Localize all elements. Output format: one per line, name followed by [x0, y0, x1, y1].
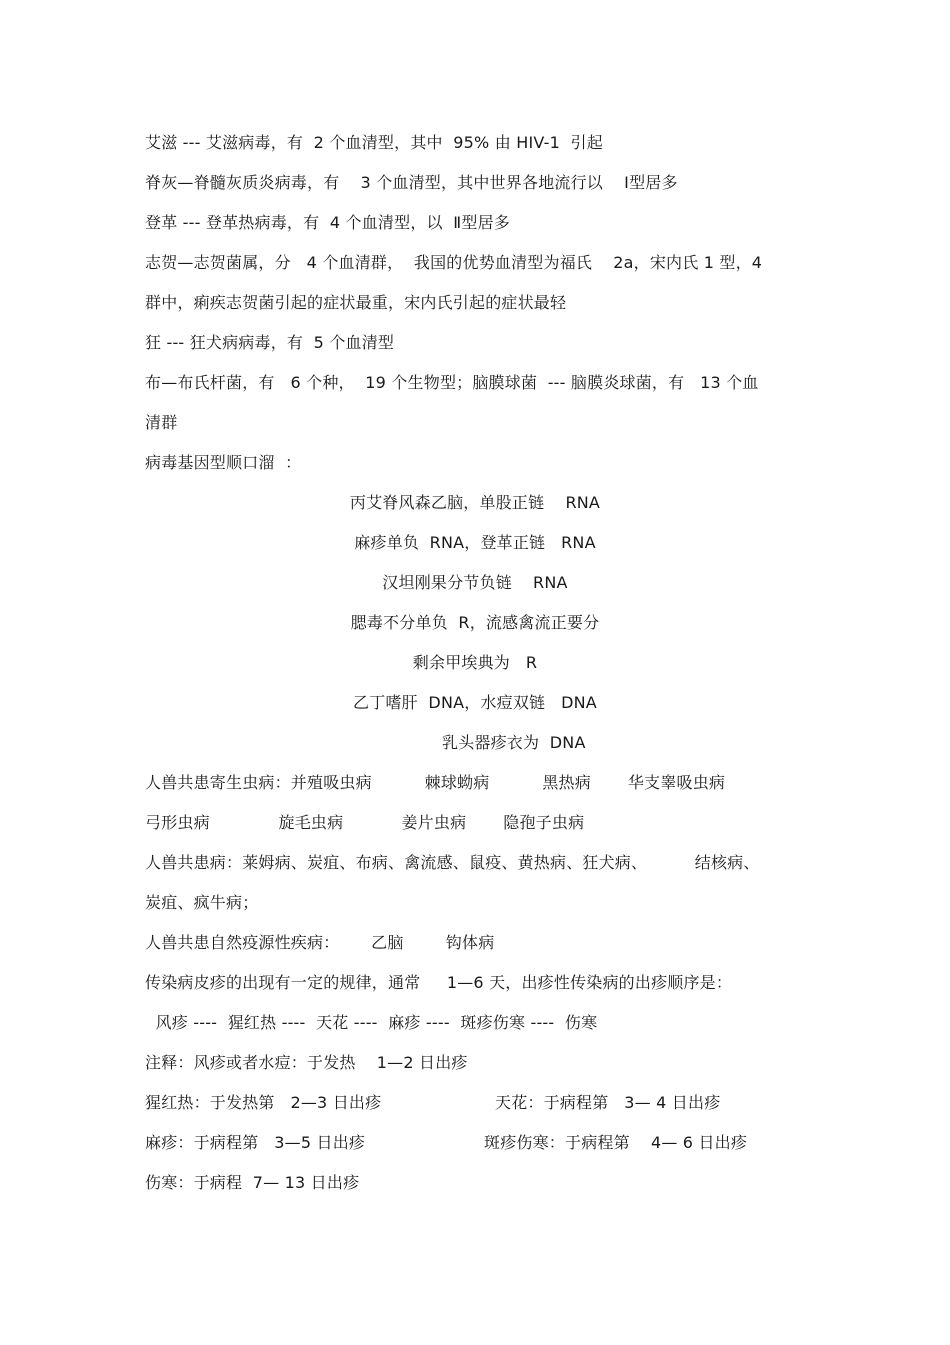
text-line-rabies: 狂 --- 狂犬病病毒，有 5 个血清型	[145, 333, 395, 352]
text-line-zoonoses: 人兽共患病：莱姆病、炭疽、布病、禽流感、鼠疫、黄热病、狂犬病、 结核病、	[145, 853, 760, 872]
mnemonic-line-1: 丙艾脊风森乙脑，单股正链 RNA	[349, 493, 601, 512]
text-line-dengue: 登革 --- 登革热病毒，有 4 个血清型，以 Ⅱ型居多	[145, 213, 510, 232]
text-line-aids: 艾滋 --- 艾滋病毒，有 2 个血清型，其中 95% 由 HIV-1 引起	[145, 133, 603, 152]
text-smallpox: 天花：于病程第 3— 4 日出疹	[495, 1093, 721, 1112]
text-line-zoonoses-cont: 炭疽、疯牛病；	[145, 893, 259, 912]
text-line-rash-intro: 传染病皮疹的出现有一定的规律，通常 1—6 天，出疹性传染病的出疹顺序是：	[145, 973, 733, 992]
text-measles: 麻疹：于病程第 3—5 日出疹	[145, 1133, 366, 1152]
text-line-natural-focus-diseases: 人兽共患自然疫源性疾病： 乙脑 钩体病	[145, 933, 495, 952]
text-line-polio: 脊灰—脊髓灰质炎病毒，有 3 个血清型，其中世界各地流行以 Ⅰ型居多	[145, 173, 678, 192]
mnemonic-line-4: 腮毒不分单负 R，流感禽流正要分	[350, 613, 600, 632]
mnemonic-line-5: 剩余甲埃典为 R	[412, 653, 538, 672]
mnemonic-line-3: 汉坦刚果分节负链 RNA	[382, 573, 568, 592]
text-line-parasitic-zoonoses-cont: 弓形虫病 旋毛虫病 姜片虫病 隐孢子虫病	[145, 813, 585, 832]
text-scarlet-fever: 猩红热：于发热第 2—3 日出疹	[145, 1093, 382, 1112]
mnemonic-line-6: 乙丁嗜肝 DNA，水痘双链 DNA	[353, 693, 597, 712]
text-line-brucella-cont: 清群	[145, 413, 178, 432]
text-line-shigella: 志贺—志贺菌属，分 4 个血清群， 我国的优势血清型为福氏 2a，宋内氏 1 型，4	[145, 253, 763, 272]
text-line-parasitic-zoonoses: 人兽共患寄生虫病：并殖吸虫病 棘球蚴病 黑热病 华支睾吸虫病	[145, 773, 726, 792]
mnemonic-line-7: 乳头器疹衣为 DNA	[442, 733, 586, 752]
text-line-mnemonic-heading: 病毒基因型顺口溜 ：	[145, 453, 302, 472]
text-typhus: 斑疹伤寒：于病程第 4— 6 日出疹	[484, 1133, 748, 1152]
text-line-note-rubella: 注释：风疹或者水痘：于发热 1—2 日出疹	[145, 1053, 468, 1072]
text-line-rash-order: 风疹 ---- 猩红热 ---- 天花 ---- 麻疹 ---- 斑疹伤寒 ---- 伤寒	[145, 1013, 598, 1032]
text-line-brucella: 布—布氏杆菌，有 6 个种， 19 个生物型；脑膜球菌 --- 脑膜炎球菌，有 13 个血	[145, 373, 759, 392]
mnemonic-line-2: 麻疹单负 RNA，登革正链 RNA	[354, 533, 596, 552]
text-line-typhoid: 伤寒：于病程 7— 13 日出疹	[145, 1173, 360, 1192]
text-line-shigella-cont: 群中，痢疾志贺菌引起的症状最重，宋内氏引起的症状最轻	[145, 293, 567, 312]
